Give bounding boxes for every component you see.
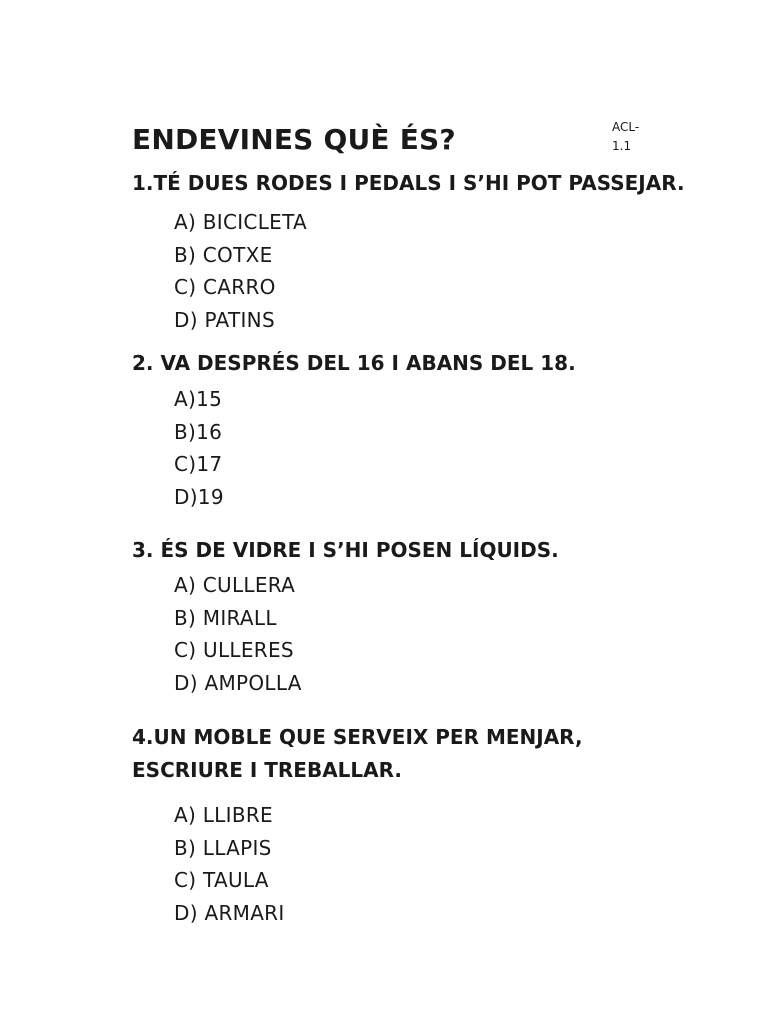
question-3-options [174,569,302,699]
option-d: D)19 [174,484,224,509]
option-a: A) CULLERA [174,573,296,597]
option-a: A) BICICLETA [174,210,308,234]
option-b: B) LLAPIS [174,835,272,860]
option-d: D) PATINS [174,307,275,332]
option-c: C) ULLERES [174,638,294,662]
option-b: B) MIRALL [174,605,277,630]
question-2-options [174,383,224,513]
question-4: 4.UN MOBLE QUE SERVEIX PER MENJAR, ESCRIURE I TREBALLAR. [132,725,583,782]
option-c: C) TAULA [174,868,269,892]
document-code: ACL-1.1 [612,120,640,153]
option-b: B)16 [174,419,223,444]
question-3: 3. ÉS DE VIDRE I S’HI POSEN LÍQUIDS. [132,538,559,562]
option-c: C) CARRO [174,275,276,299]
option-d: D) AMPOLLA [174,670,302,695]
question-4-options [174,799,285,929]
option-d: D) ARMARI [174,900,285,925]
option-c: C)17 [174,452,223,476]
question-1: 1.TÉ DUES RODES I PEDALS I S’HI POT PASSEJAR. [132,171,685,195]
page-title: ENDEVINES QUÈ ÉS? [132,123,456,156]
option-a: A) LLIBRE [174,803,273,827]
question-2: 2. VA DESPRÉS DEL 16 I ABANS DEL 18. [132,351,576,375]
option-b: B) COTXE [174,242,273,267]
question-1-options [174,206,307,336]
option-a: A)15 [174,387,223,411]
